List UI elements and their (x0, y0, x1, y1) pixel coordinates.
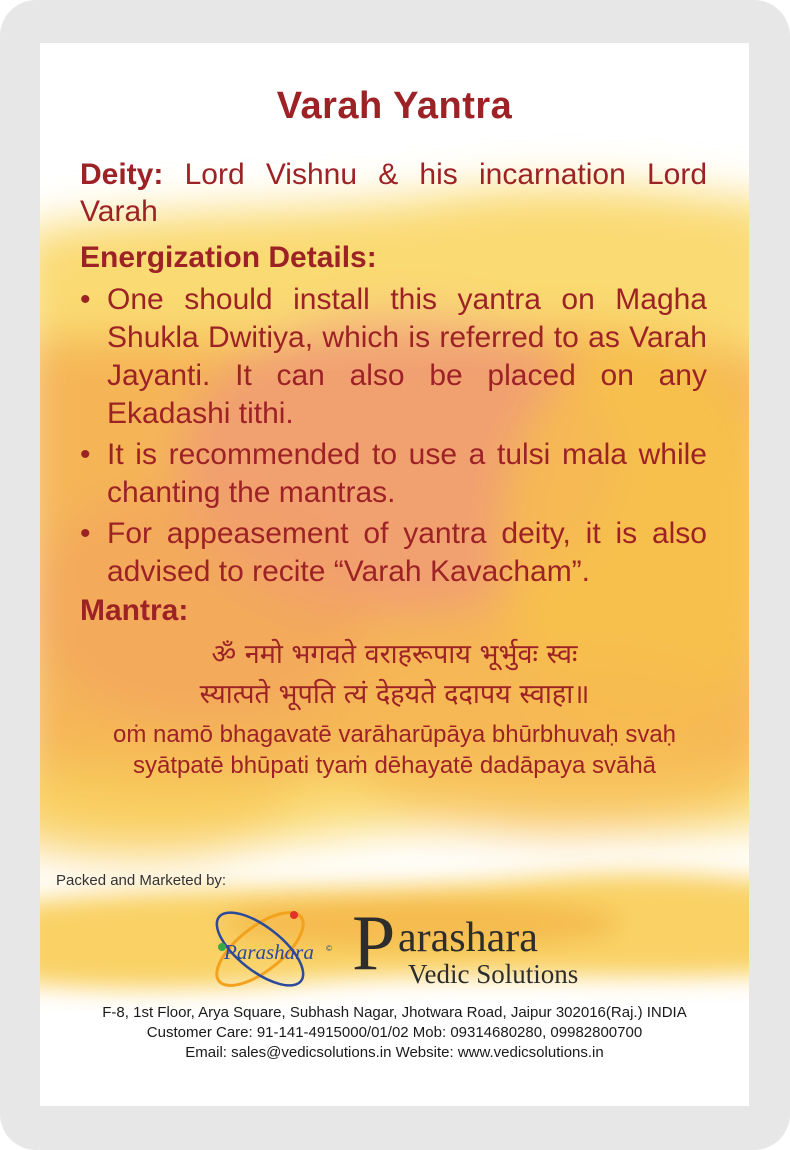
list-item: • It is recommended to use a tulsi mala while chanting the mantras. (80, 438, 707, 509)
list-item: • One should install this yantra on Magha Shukla Dwitiya, which is referred to as Varah Jayanti. It can also be placed on any Ekadashi tithi. (80, 283, 707, 430)
mantra-transliteration-line-1: oṁ namō bhagavatē varāharūpāya bhūrbhuvaḥ svaḥ (112, 721, 677, 748)
mantra-transliteration-line-2: syātpatē bhūpati tyaṁ dēhayatē dadāpaya svāhā (132, 752, 657, 779)
address-line: F-8, 1st Floor, Arya Square, Subhash Nagar, Jhotwara Road, Jaipur 302016(Raj.) INDIA (102, 1004, 687, 1021)
logo-text: Parashara (224, 940, 314, 964)
yantra-card (40, 43, 749, 1106)
brand-name: arashara (398, 915, 538, 961)
mantra-devanagari-line-2: स्यात्पते भूपति त्यं देहयते ददापय स्वाहा॥ (199, 679, 590, 710)
packed-by-label: Packed and Marketed by: (56, 872, 227, 889)
bullet-dot-icon: • (80, 517, 91, 550)
email-website-line: Email: sales@vedicsolutions.in Website: www.vedicsolutions.in (185, 1044, 604, 1061)
customer-care-line: Customer Care: 91-141-4915000/01/02 Mob: 09314680280, 09982800700 (146, 1024, 643, 1041)
deity-label: Deity: (80, 158, 164, 191)
page-title: Varah Yantra (276, 85, 513, 127)
orbit-logo-icon (198, 901, 338, 991)
bullet-dot-icon: • (80, 283, 91, 316)
brand-subtitle: Vedic Solutions (408, 959, 579, 989)
card-content (40, 43, 749, 1106)
mantra-heading: Mantra: (80, 594, 189, 627)
bullet-dot-icon: • (80, 438, 91, 471)
energization-list (80, 281, 707, 594)
contact-address (40, 1003, 749, 1063)
deity-paragraph (80, 156, 707, 230)
deity-text: Lord Vishnu & his incarnation Lord Varah (80, 158, 707, 228)
mantra-text (70, 635, 719, 781)
energization-heading: Energization Details: (80, 241, 377, 274)
logo-registered-mark: © (326, 944, 332, 953)
list-item: • For appeasement of yantra deity, it is also advised to recite “Varah Kavacham”. (80, 517, 707, 588)
mantra-devanagari-line-1: ॐ नमो भगवते वराहरूपाय भूर्भुवः स्वः (211, 639, 578, 670)
brand-initial: P (352, 899, 396, 986)
